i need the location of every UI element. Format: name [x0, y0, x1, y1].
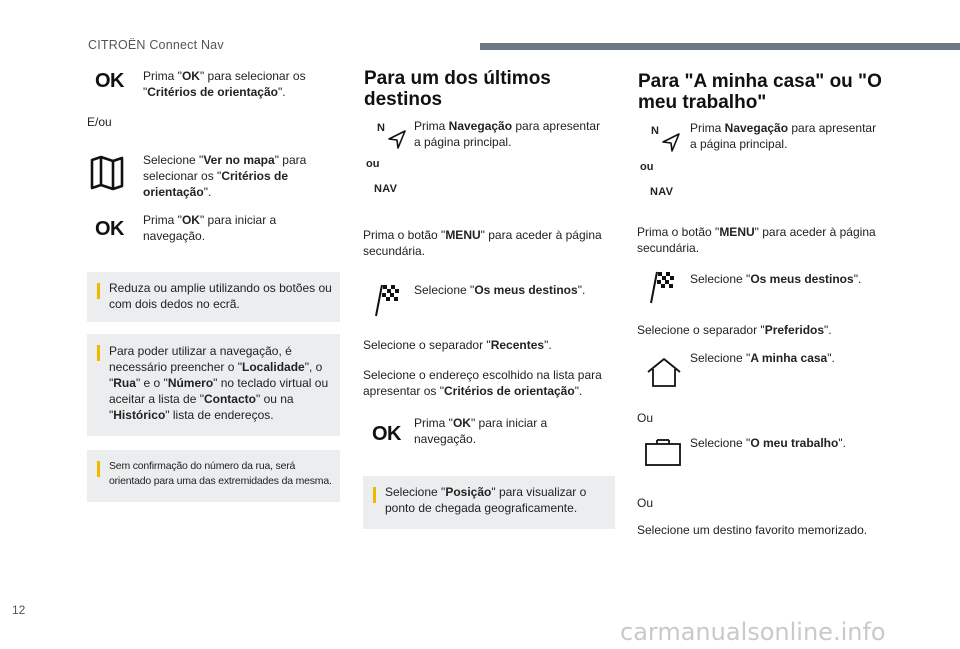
note-marker — [373, 487, 376, 503]
ok-icon: OK — [95, 218, 124, 240]
note-text: Sem confirmação do número da rua, será orientado para uma das extremidades da mesma. — [109, 460, 332, 487]
header-title: CITROËN Connect Nav — [88, 38, 224, 52]
ok-icon: OK — [95, 70, 124, 92]
nav-label: NAV — [374, 183, 398, 195]
col1-eou: E/ou — [87, 115, 112, 129]
nav-label: NAV — [650, 186, 674, 198]
col1-p2: Selecione "Ver no mapa" para selecionar os "Critérios de orientação". — [143, 153, 307, 199]
note-marker — [97, 461, 100, 477]
col2-p3: Selecione "Os meus destinos". — [414, 283, 586, 297]
info-note — [363, 476, 615, 529]
col2-p1: Prima Navegação para apresentar a página principal. — [414, 119, 601, 149]
info-note — [87, 272, 340, 322]
note-text: Selecione "Posição" para visualizar o ponto de chegada geograficamente. — [385, 485, 587, 515]
checkered-flag-icon — [649, 270, 677, 304]
info-note — [87, 450, 340, 502]
map-icon — [89, 155, 125, 191]
col2-p4: Selecione o separador "Recentes". — [363, 338, 552, 352]
briefcase-icon — [644, 437, 682, 467]
section-title: Para um dos últimos destinos — [364, 68, 551, 110]
col1-p3: Prima "OK" para iniciar a navegação. — [143, 213, 277, 243]
col3-ou2: Ou — [637, 496, 654, 510]
col3-p6: Selecione "O meu trabalho". — [690, 436, 846, 450]
col2-p6: Prima "OK" para iniciar a navegação. — [414, 416, 548, 446]
col3-p4: Selecione o separador "Preferidos". — [637, 323, 832, 337]
ok-icon: OK — [372, 423, 401, 445]
navigation-arrow-icon — [659, 131, 683, 155]
nav-letter: N — [651, 125, 659, 137]
note-marker — [97, 345, 100, 361]
nav-letter: N — [377, 122, 385, 134]
page-number: 12 — [12, 603, 26, 617]
col3-p1: Prima Navegação para apresentar a página principal. — [690, 121, 877, 151]
home-icon — [646, 356, 682, 388]
note-text: Reduza ou amplie utilizando os botões ou com dois dedos no ecrã. — [109, 281, 332, 311]
col3-p2: Prima o botão "MENU" para aceder à página secundária. — [637, 225, 876, 255]
col3-p3: Selecione "Os meus destinos". — [690, 272, 862, 286]
ou-label: ou — [640, 161, 654, 173]
navigation-arrow-icon — [385, 128, 409, 152]
col3-ou1: Ou — [637, 411, 654, 425]
note-marker — [97, 283, 100, 299]
section-title: Para "A minha casa" ou "O meu trabalho" — [638, 71, 882, 113]
col2-p2: Prima o botão "MENU" para aceder à página secundária. — [363, 228, 602, 258]
note-text: Para poder utilizar a navegação, é necessário preencher o "Localidade", o "Rua" e o "Número" no teclado virtual ou aceitar a lista de "Contacto" ou na "Histórico" lista de endereços. — [109, 344, 329, 422]
ou-label: ou — [366, 158, 380, 170]
col3-p5: Selecione "A minha casa". — [690, 351, 835, 365]
info-note — [87, 334, 340, 436]
col3-p7: Selecione um destino favorito memorizado. — [637, 523, 868, 537]
header-bar — [480, 43, 960, 50]
watermark: carmanualsonline.info — [620, 618, 886, 646]
col1-p1: Prima "OK" para selecionar os "Critérios de orientação". — [143, 69, 306, 99]
col2-p5: Selecione o endereço escolhido na lista para apresentar os "Critérios de orientação". — [363, 368, 602, 398]
checkered-flag-icon — [374, 283, 402, 317]
